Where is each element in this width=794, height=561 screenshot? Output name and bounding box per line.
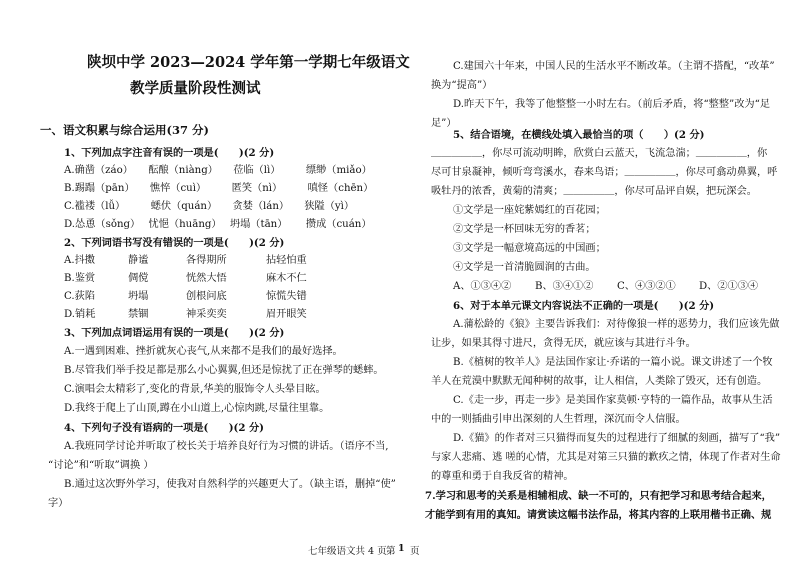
q2-word: D.销耗 — [64, 309, 96, 320]
q5-option-4: ④文学是一首清脆圆润的古曲。 — [453, 262, 596, 273]
q4-option-d: D.昨天下午，我等了他整整一小时左右。（前后矛盾，将“整整”改为“足 — [453, 99, 771, 110]
q4-option-d-cont: 足”） — [431, 118, 457, 129]
q2-row-d — [64, 308, 307, 322]
q5-choice-a: A、①③④② — [453, 281, 512, 292]
q6-option-b-cont: 羊人在荒漠中默默无闻种树的故事，让人相信，人类除了毁灭，还有创造。 — [431, 376, 768, 387]
q2-word: 坍塌 — [128, 291, 149, 302]
q6-option-c-cont: 中的一则插曲引申出深刻的人生哲理，深沉而令人信服。 — [431, 414, 686, 425]
q6-stem: 6、对于本单元课文内容说法不正确的一项是( )(2 分) — [453, 300, 715, 312]
q2-word: 眉开眼笑 — [266, 309, 307, 320]
q2-word: 静谧 — [128, 255, 149, 266]
q3-stem: 3、下列加点词语运用有误的一项是( )(2 分) — [64, 327, 285, 339]
q1-option-c: C.褴褛（lǚ） 蟋伏（quán） 贪婪（lán） 狭隘（yì） — [64, 201, 355, 212]
q4-option-a: A.我班同学讨论并听取了校长关于培养良好行为习惯的讲话。（语序不当, — [64, 441, 389, 452]
q4-option-c-cont: 换为“提高”） — [431, 80, 493, 91]
q2-row-c — [64, 290, 307, 304]
q2-word: 神采奕奕 — [186, 309, 227, 320]
q2-word: 惊慌失错 — [266, 291, 307, 302]
q7-line1: 7.学习和思考的关系是相辅相成、缺一不可的，只有把学习和思考结合起来， — [425, 490, 772, 502]
q5-option-1: ①文学是一座姹紫嫣红的百花园； — [453, 205, 606, 216]
q6-option-d-cont: 与家人悲痛、逃 嗟的心情，尤其是对第三只猫的歉疚之情，体现了作者对生命 — [431, 452, 781, 463]
page-label: 第 — [386, 546, 396, 557]
q4-option-a-cont: “讨论”和“听取”调换 ） — [48, 460, 154, 471]
q1-option-a: A.确凿（záo） 酝酿（niàng） 莅临（lì） 缥缈（miǎo） — [64, 165, 372, 176]
total-pages: 七年级语文共 4 页 — [308, 546, 387, 557]
q2-word: 恍然大悟 — [186, 273, 227, 284]
q1-option-d: D.怂恿（sǒng） 忧悒（huāng） 坍塌（tān） 攒成（cuán） — [64, 219, 372, 230]
q2-word: 拈轻怕重 — [266, 255, 307, 266]
q5-option-3: ③文学是一幅意境高远的中国画； — [453, 243, 606, 254]
q5-option-2: ②文学是一杯回味无穷的香茗； — [453, 224, 596, 235]
page-number: 1 — [398, 543, 405, 554]
q4-option-b-cont: 字） — [48, 498, 69, 509]
exam-title-line2: 教学质量阶段性测试 — [130, 80, 261, 97]
q2-word: B.鉴赏 — [64, 273, 96, 284]
q2-word: 禁锢 — [128, 309, 149, 320]
page-unit: 页 — [410, 546, 420, 557]
q4-option-c: C.建国六十年来，中国人民的生活水平不断改革。（主谓不搭配，“改革” — [453, 61, 775, 72]
q3-option-d: D.我终于爬上了山顶,蹲在小山道上,心惊肉跳,尽量往里靠。 — [64, 403, 330, 414]
q6-option-d-cont: 的尊重和勇于自我反省的精神。 — [431, 471, 574, 482]
q3-option-c: C.演唱会太精彩了,变化的背景,华美的服饰令人头晕目眩。 — [64, 384, 326, 395]
q1-stem: 1、下列加点字注音有误的一项是( )(2 分) — [64, 147, 275, 159]
q2-row-a — [64, 254, 307, 268]
q5-choices — [453, 280, 758, 294]
q2-word: 倜傥 — [128, 273, 149, 284]
q2-word: C.荻陷 — [64, 291, 96, 302]
q1-option-b: B.踢蹋（pān） 憔悴（cuì） 匿笑（nì） 嗔怪（chēn） — [64, 183, 374, 194]
q2-stem: 2、下列词语书写没有错误的一项是( )(2 分) — [64, 237, 285, 249]
q5-choice-d: D、②①③④ — [699, 281, 759, 292]
q2-word: 麻木不仁 — [266, 273, 307, 284]
q5-choice-c: C、④③②① — [617, 281, 676, 292]
q6-option-b: B.《植树的牧羊人》是法国作家让·乔诺的一篇小说。课文讲述了一个牧 — [453, 357, 773, 368]
q5-choice-b: B、③④①② — [535, 281, 594, 292]
q2-word: 创根问底 — [186, 291, 227, 302]
q4-stem: 4、下列句子没有语病的一项是( )(2 分) — [64, 422, 265, 434]
q6-option-c: C.《走一步，再走一步》是美国作家莫顿·亨特的一篇作品，故事从生活 — [453, 395, 773, 406]
q6-option-a: A.蒲松龄的《狼》主要告诉我们：对待像狼一样的恶势力，我们应该先做 — [453, 319, 780, 330]
q5-stem: 5、结合语境，在横线处填入最恰当的项（ ）(2 分) — [453, 129, 705, 141]
q3-option-a: A.一遇到困难、挫折就灰心丧气,从来都不是我们的最好选择。 — [64, 346, 343, 357]
q2-word: 各得期所 — [186, 255, 227, 266]
q5-passage-line: ＿＿＿＿＿，你尽可流动明眸，欣赏白云蓝天，飞流急湍；＿＿＿＿＿，你 — [431, 148, 768, 159]
section-heading: 一、语文积累与综合运用(37 分) — [40, 123, 209, 137]
q2-row-b — [64, 272, 307, 286]
q6-option-a-cont: 让步，如果其得寸进尺，贪得无厌，就应该与其进行斗争。 — [431, 338, 696, 349]
q5-passage-line: 尽可甘泉凝神，倾听弯弯溪水，春来鸟语；＿＿＿＿＿，你尽可翕动鼻翼，呼 — [431, 167, 778, 178]
exam-title-line1: 陕坝中学 2023—2024 学年第一学期七年级语文 — [87, 54, 410, 71]
q4-option-b: B.通过这次野外学习，使我对自然科学的兴趣更大了。（缺主语，删掉“使” — [64, 479, 396, 490]
q7-line2: 才能学到有用的真知。请赏读这幅书法作品，将其内容的上联用楷书正确、规 — [425, 509, 772, 521]
q6-option-d: D.《猫》的作者对三只猫得而复失的过程进行了细腻的刻画，描写了“我” — [453, 433, 781, 444]
q2-word: A.抖擞 — [64, 255, 95, 266]
q5-passage-line: 吸牡丹的浓香，黄菊的清爽；＿＿＿＿＿，你尽可品评自娱，把玩深会。 — [431, 186, 757, 197]
q3-option-b: B.尽管我们举手投足都是那么小心翼翼,但还是惊扰了正在弹琴的蟋蟀。 — [64, 365, 384, 376]
